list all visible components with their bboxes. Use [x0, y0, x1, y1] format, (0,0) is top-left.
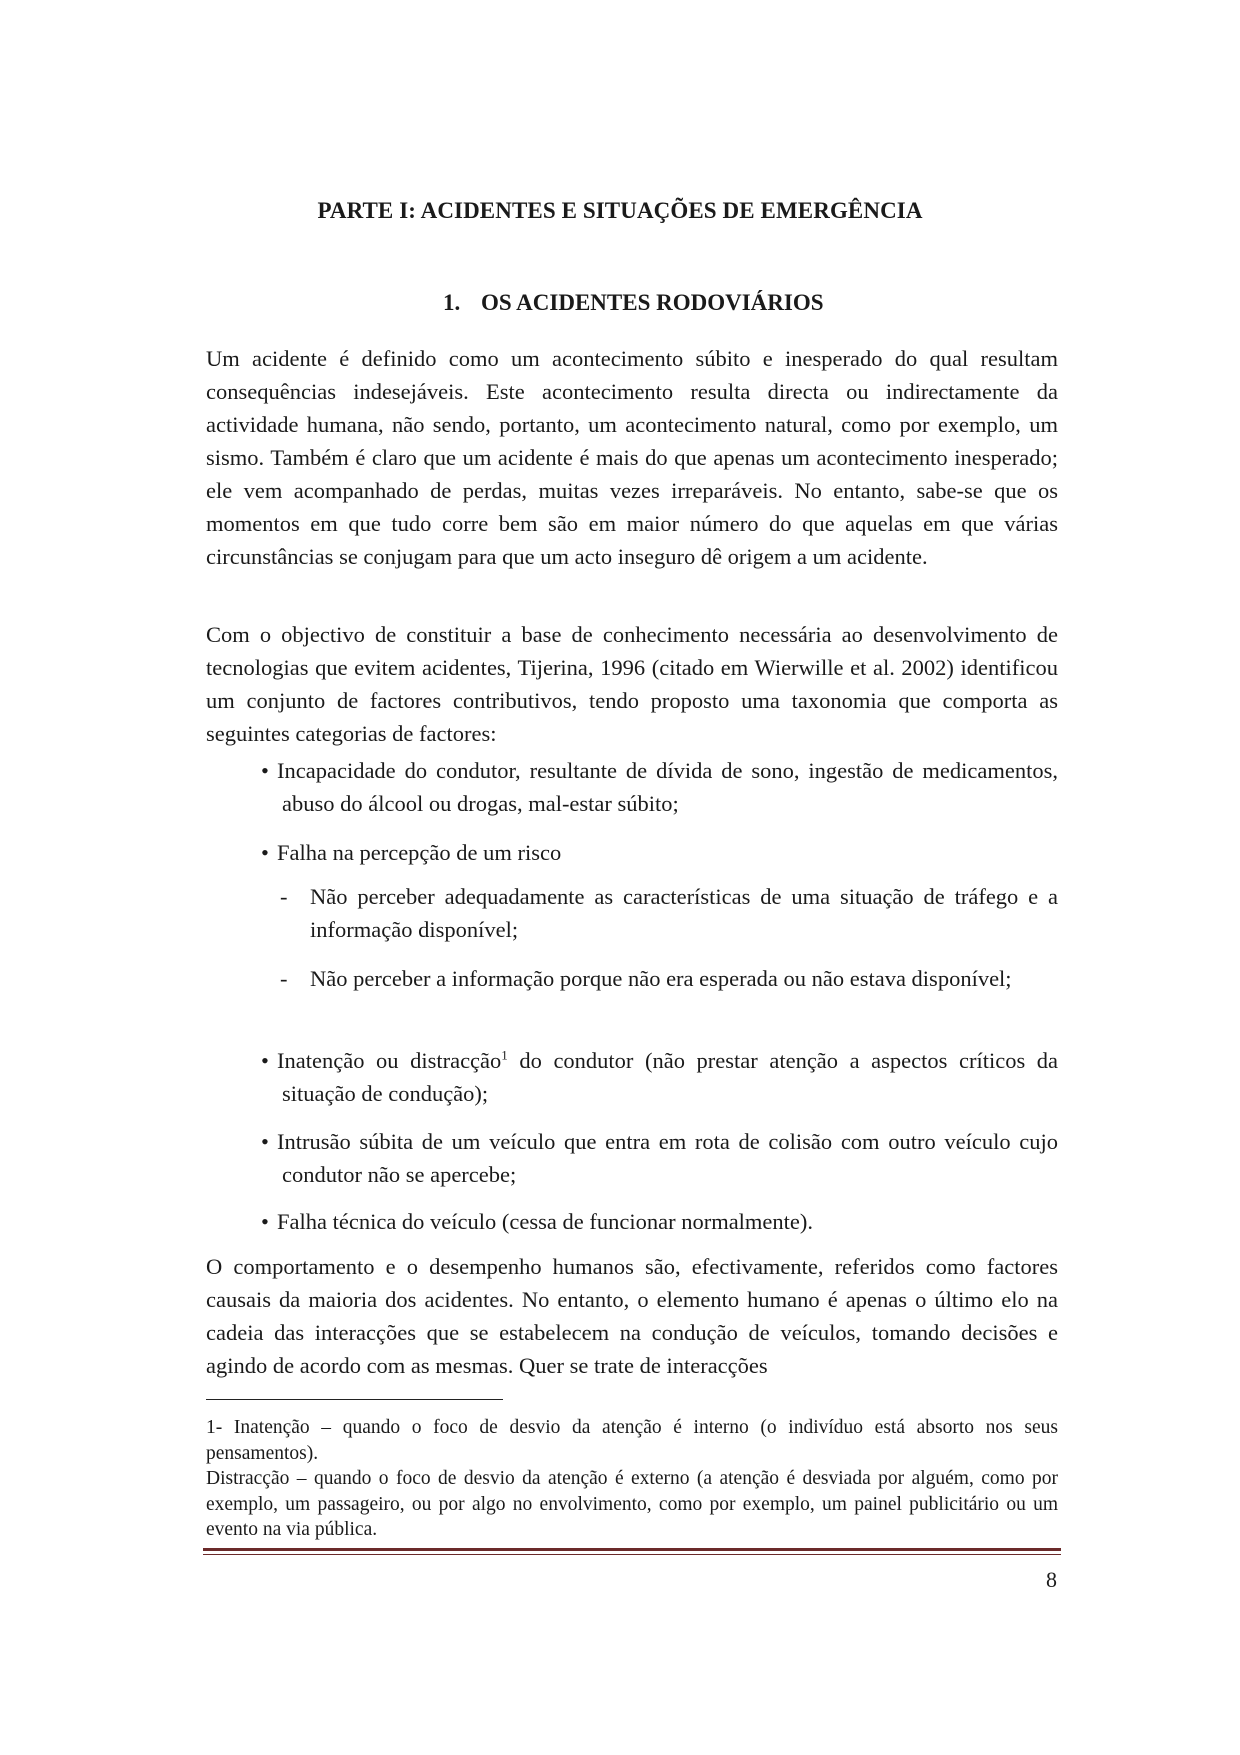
list-item-text-continued: do condutor (não prestar atenção a aspectos críticos da situação de condução);	[282, 1048, 1059, 1106]
footnote-1: 1- Inatenção – quando o foco de desvio da atenção é interno (o indivíduo está absorto nos seus pensamentos).	[206, 1417, 1058, 1464]
list-item	[240, 836, 1058, 869]
factors-list-3	[240, 1044, 1058, 1110]
footnote-divider	[206, 1399, 503, 1400]
footnote-marker[interactable]: 1	[501, 1047, 508, 1063]
factors-list-2	[240, 836, 1058, 869]
footer-rule-thin	[203, 1554, 1061, 1555]
sub-list-item	[280, 962, 1058, 995]
list-item	[240, 1044, 1058, 1110]
paragraph-3: O comportamento e o desempenho humanos são, efectivamente, referidos como factores causais da maioria dos acidentes. No entanto, o elemento humano é apenas o último elo na cadeia das interacções que se estabelecem na condução de veículos, tomando decisões e agindo de acordo com as mesmas. Quer se trate de interacções	[206, 1254, 1058, 1378]
list-item-text: Inatenção ou distracção	[277, 1048, 502, 1073]
paragraph-2: Com o objectivo de constituir a base de conhecimento necessária ao desenvolvimento de tecnologias que evitem acidentes, Tijerina, 1996 (citado em Wierwille et al. 2002) identificou um conjunto de factores contributivos, tendo proposto uma taxonomia que comporta as seguintes categorias de factores:	[206, 622, 1058, 746]
list-item	[240, 754, 1058, 820]
section-heading	[443, 290, 824, 316]
dash-icon: -	[280, 884, 288, 909]
bullet-icon: •	[261, 1129, 269, 1154]
part-title: PARTE I: ACIDENTES E SITUAÇÕES DE EMERGÊNCIA	[317, 198, 923, 223]
factors-list-4	[240, 1125, 1058, 1191]
footer-rule-thick	[203, 1548, 1061, 1551]
factors-list-5	[240, 1205, 1058, 1238]
sub-list-item-text: Não perceber adequadamente as características de uma situação de tráfego e a informação disponível;	[310, 884, 1058, 942]
list-item	[240, 1205, 1058, 1238]
factors-list-1	[240, 754, 1058, 820]
page-number: 8	[1046, 1567, 1057, 1592]
bullet-icon: •	[261, 758, 269, 783]
sub-list-item	[280, 880, 1058, 946]
paragraph-1: Um acidente é definido como um acontecimento súbito e inesperado do qual resultam consequências indesejáveis. Este acontecimento resulta directa ou indirectamente da actividade humana, não sendo, portanto, um acontecimento natural, como por exemplo, um sismo. Também é claro que um acidente é mais do que apenas um acontecimento inesperado; ele vem acompanhado de perdas, muitas vezes irreparáveis. No entanto, sabe-se que os momentos em que tudo corre bem são em maior número do que aquelas em que várias circunstâncias se conjugam para que um acto inseguro dê origem a um acidente.	[206, 346, 1058, 569]
list-item-text: Intrusão súbita de um veículo que entra em rota de colisão com outro veículo cujo condutor não se apercebe;	[277, 1129, 1058, 1187]
list-item-text: Falha na percepção de um risco	[277, 840, 562, 865]
footnote-2: Distracção – quando o foco de desvio da atenção é externo (a atenção é desviada por alguém, como por exemplo, um passageiro, ou por algo no envolvimento, como por exemplo, um painel publicitário ou um evento na via pública.	[206, 1468, 1058, 1540]
bullet-icon: •	[261, 1209, 269, 1234]
dash-icon: -	[280, 966, 288, 991]
list-item-text: Incapacidade do condutor, resultante de dívida de sono, ingestão de medicamentos, abuso do álcool ou drogas, mal-estar súbito;	[277, 758, 1058, 816]
sub-list-item-text: Não perceber a informação porque não era esperada ou não estava disponível;	[310, 966, 1012, 991]
bullet-icon: •	[261, 1048, 269, 1073]
list-item-text: Falha técnica do veículo (cessa de funcionar normalmente).	[277, 1209, 814, 1234]
list-item	[240, 1125, 1058, 1191]
footnotes	[206, 1415, 1058, 1543]
bullet-icon: •	[261, 840, 269, 865]
section-number: 1.	[443, 290, 461, 315]
section-title: OS ACIDENTES RODOVIÁRIOS	[481, 290, 824, 315]
